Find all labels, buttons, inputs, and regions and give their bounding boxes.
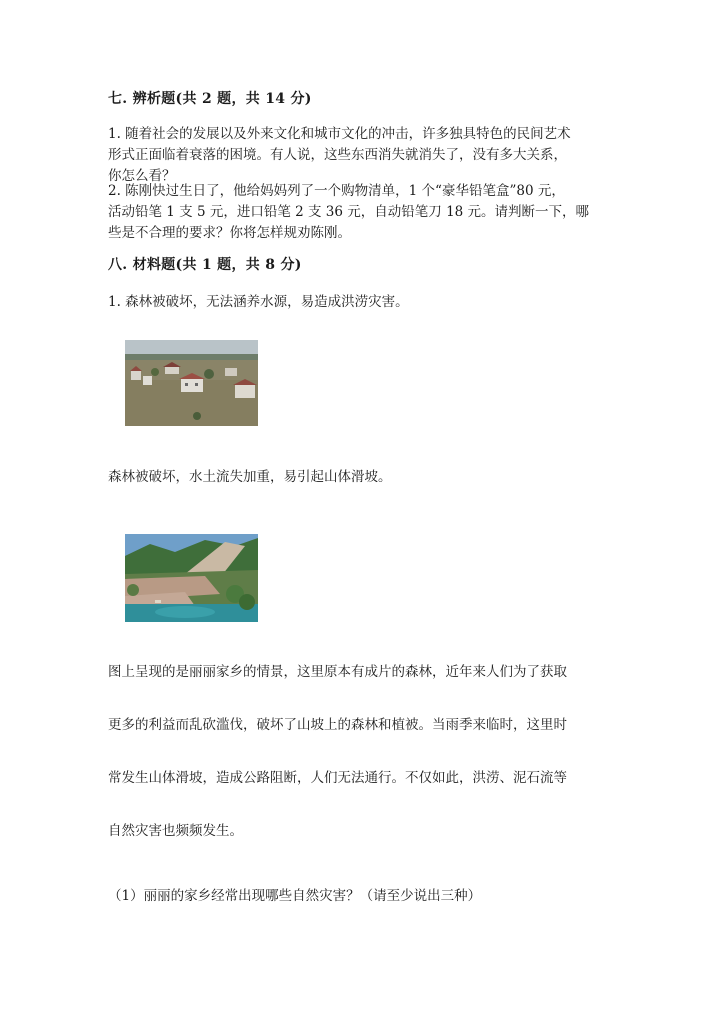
question-1-line: 1. 随着社会的发展以及外来文化和城市文化的冲击，许多独具特色的民间艺术: [108, 126, 571, 142]
question-1-line: 你怎么看？: [108, 168, 176, 184]
question-1-line: 形式正面临着衰落的困境。有人说，这些东西消失就消失了，没有多大关系，: [108, 147, 567, 163]
landslide-photo: [125, 534, 258, 622]
question-2-line: 2. 陈刚快过生日了，他给妈妈列了一个购物清单，1 个“豪华铅笔盒”80 元，: [108, 183, 565, 199]
material-caption-1: 1. 森林被破坏，无法涵养水源，易造成洪涝灾害。: [108, 294, 409, 310]
question-2-line: 些是不合理的要求？你将怎样规劝陈刚。: [108, 225, 351, 241]
question-2: [108, 181, 608, 244]
passage-line: 更多的利益而乱砍滥伐，破坏了山坡上的森林和植被。当雨季来临时，这里时: [108, 717, 567, 733]
sub-question-1: （1）丽丽的家乡经常出现哪些自然灾害？（请至少说出三种）: [108, 888, 482, 904]
section-8-title: 八. 材料题(共 1 题，共 8 分): [108, 257, 302, 273]
passage-line: 常发生山体滑坡，造成公路阻断，人们无法通行。不仅如此，洪涝、泥石流等: [108, 770, 567, 786]
passage-line: 自然灾害也频频发生。: [108, 823, 243, 839]
material-caption-2: 森林被破坏，水土流失加重，易引起山体滑坡。: [108, 469, 392, 485]
question-1: [108, 124, 608, 187]
passage-line: 图上呈现的是丽丽家乡的情景，这里原本有成片的森林，近年来人们为了获取: [108, 664, 567, 680]
question-2-line: 活动铅笔 1 支 5 元，进口铅笔 2 支 36 元，自动铅笔刀 18 元。请判断一下，哪: [108, 204, 590, 220]
section-7-title: 七. 辨析题(共 2 题，共 14 分): [108, 91, 312, 107]
flood-photo: [125, 340, 258, 426]
